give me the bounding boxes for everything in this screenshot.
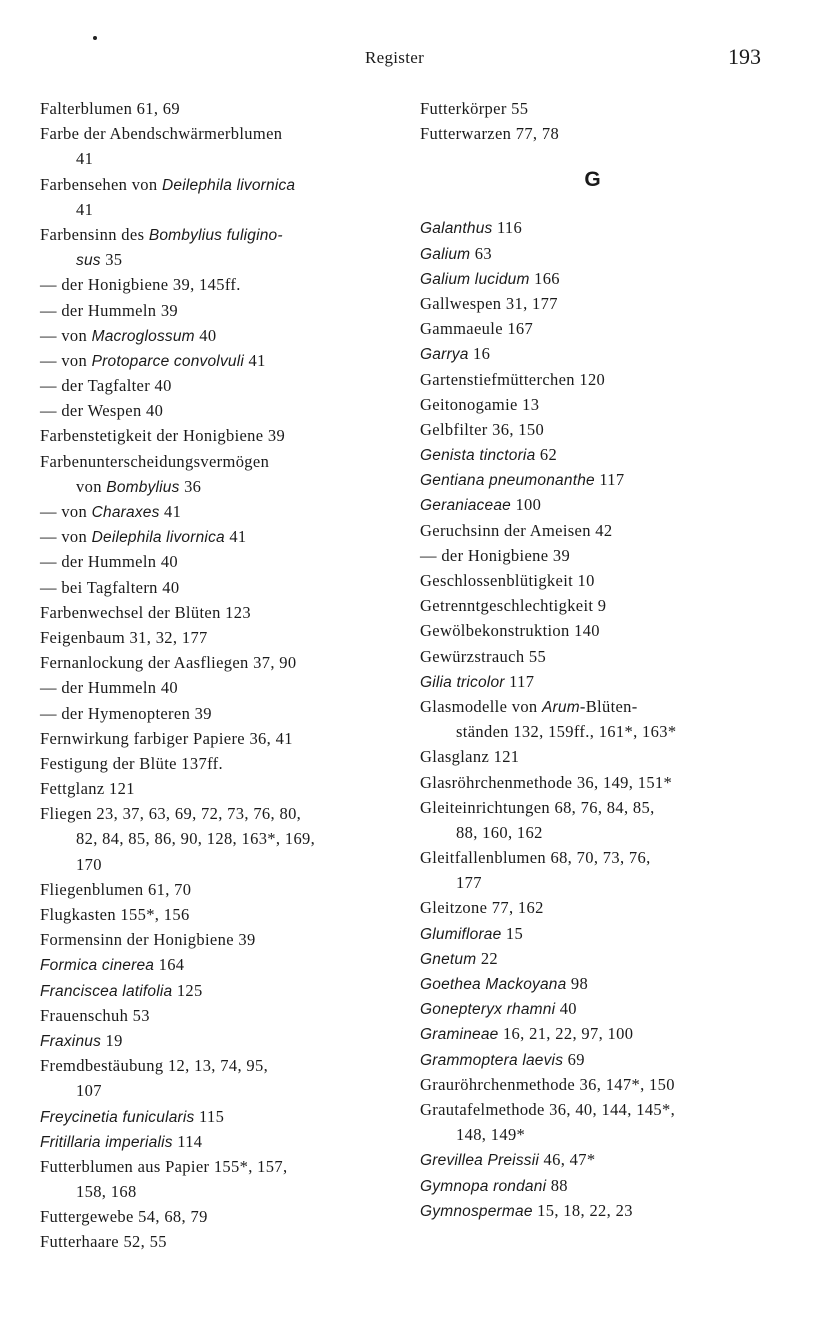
- entry-italic-text: Gnetum: [420, 950, 477, 968]
- index-column-right: [420, 96, 785, 1223]
- entry-text: 164: [154, 955, 185, 975]
- index-entry-line: [40, 172, 395, 197]
- entry-italic-text: Galanthus: [420, 220, 493, 238]
- index-entry-line: [40, 1229, 395, 1254]
- index-entry-line: [420, 1097, 785, 1122]
- entry-italic-text: Genista tinctoria: [420, 447, 536, 465]
- entry-text: — der Hymenopteren 39: [40, 703, 212, 723]
- index-entry-line: [40, 1154, 395, 1179]
- entry-text: 116: [492, 218, 523, 238]
- index-entry-line: [420, 744, 785, 769]
- index-entry-line: [420, 1122, 785, 1147]
- entry-text: Fliegen 23, 37, 63, 69, 72, 73, 76, 80,: [40, 804, 302, 824]
- entry-text: Gewölbekonstruktion 140: [420, 621, 600, 641]
- index-entry-line: [40, 776, 395, 801]
- entry-text: 82, 84, 85, 86, 90, 128, 163*, 169,: [76, 829, 316, 849]
- entry-text: Glasmodelle von: [420, 696, 542, 716]
- entry-text: — von: [40, 502, 92, 521]
- entry-italic-text: Gramineae: [420, 1026, 499, 1044]
- entry-text: Formensinn der Honigbiene 39: [40, 930, 256, 950]
- entry-text: Gleitzone 77, 162: [420, 898, 544, 918]
- entry-text: — von: [40, 350, 92, 370]
- index-entry-line: [40, 1204, 395, 1229]
- entry-text: Fernanlockung der Aasfliegen 37, 90: [40, 653, 297, 673]
- entry-italic-text: Grammoptera laevis: [420, 1051, 564, 1069]
- index-entry-line: [40, 952, 395, 977]
- index-entry-line: [420, 96, 785, 121]
- entry-text: Farbenunterscheidungsvermögen: [40, 451, 270, 471]
- index-entry-line: [40, 222, 395, 247]
- entry-text: Fremdbestäubung 12, 13, 74, 95,: [40, 1056, 269, 1076]
- index-entry-line: [420, 644, 785, 669]
- entry-text: 15, 18, 22, 23: [532, 1200, 633, 1220]
- entry-italic-text: Deilephila livornica: [162, 176, 296, 194]
- entry-text: Gleiteinrichtungen 68, 76, 84, 85,: [420, 797, 655, 817]
- entry-text: Futtergewebe 54, 68, 79: [40, 1207, 208, 1227]
- index-entry-line: [40, 499, 395, 524]
- entry-italic-text: Bombylius fuligino-: [148, 226, 283, 244]
- entry-text: Farbe der Abendschwärmerblumen: [40, 124, 283, 144]
- index-entry-line: [40, 1104, 395, 1129]
- entry-text: Geruchsinn der Ameisen 42: [420, 520, 613, 540]
- entry-italic-text: Arum: [542, 698, 580, 716]
- index-entry-line: [40, 474, 395, 499]
- entry-text: Farbensehen von: [40, 174, 162, 194]
- entry-text: 62: [535, 445, 558, 465]
- stray-mark: [93, 36, 97, 40]
- index-entry-line: [420, 1047, 785, 1072]
- entry-text: Farbenwechsel der Blüten 123: [40, 602, 251, 622]
- entry-text: 36: [179, 476, 202, 496]
- entry-text: 16, 21, 22, 97, 100: [498, 1024, 634, 1044]
- entry-text: — von: [40, 527, 92, 547]
- entry-text: Gewürzstrauch 55: [420, 646, 547, 666]
- index-entry-line: [420, 316, 785, 341]
- index-entry-line: [420, 241, 785, 266]
- index-entry-line: [420, 291, 785, 316]
- index-entry-line: [420, 618, 785, 643]
- entry-text: 19: [101, 1030, 123, 1050]
- page-header: [0, 44, 830, 72]
- entry-text: Getrenntgeschlechtigkeit 9: [420, 596, 607, 616]
- entry-text: Grauröhrchenmethode 36, 147*, 150: [420, 1074, 675, 1094]
- entry-text: 40: [555, 999, 577, 1019]
- index-entry-line: [40, 600, 395, 625]
- entry-text: -Blüten-: [579, 696, 638, 716]
- index-entry-line: [40, 927, 395, 952]
- index-entry-line: [40, 146, 395, 171]
- index-entry-line: [40, 298, 395, 323]
- entry-italic-text: Glumiflorae: [420, 925, 502, 943]
- entry-text: Futterwarzen 77, 78: [420, 124, 560, 144]
- entry-text: Glasglanz 121: [420, 747, 520, 767]
- entry-text: — bei Tagfaltern 40: [40, 577, 180, 597]
- index-entry-line: [420, 669, 785, 694]
- entry-text: Geitonogamie 13: [420, 394, 540, 414]
- entry-text: 100: [510, 495, 542, 515]
- entry-text: — der Honigbiene 39, 145ff.: [40, 275, 241, 295]
- index-entry-line: [40, 726, 395, 751]
- entry-text: 170: [76, 854, 102, 874]
- index-entry-line: [40, 625, 395, 650]
- index-entry-line: [420, 215, 785, 240]
- entry-text: Futterkörper 55: [420, 99, 529, 118]
- index-entry-line: [420, 946, 785, 971]
- index-entry-line: [420, 971, 785, 996]
- index-entry-line: [420, 341, 785, 366]
- entry-text: Festigung der Blüte 137ff.: [40, 753, 223, 773]
- index-entry-line: [40, 751, 395, 776]
- entry-text: 22: [476, 948, 499, 968]
- index-entry-line: [40, 1078, 395, 1103]
- index-entry-line: [420, 795, 785, 820]
- entry-italic-text: Gymnopa rondani: [420, 1177, 547, 1195]
- index-entry-line: [420, 719, 785, 744]
- entry-italic-text: Goethea Mackoyana: [420, 976, 567, 993]
- entry-text: Gartenstiefmütterchen 120: [420, 369, 606, 389]
- index-entries-f-continued: [420, 96, 785, 146]
- index-entry-line: [420, 1198, 785, 1223]
- index-entry-line: [420, 593, 785, 618]
- entry-text: — der Honigbiene 39: [420, 545, 571, 565]
- index-entry-line: [40, 449, 395, 474]
- entry-text: Gallwespen 31, 177: [420, 293, 558, 313]
- index-entry-line: [420, 492, 785, 517]
- index-entries-g: [420, 215, 785, 1223]
- entry-text: 158, 168: [76, 1182, 137, 1202]
- entry-text: Feigenbaum 31, 32, 177: [40, 627, 208, 647]
- entry-text: Fliegenblumen 61, 70: [40, 879, 192, 899]
- entry-text: Fettglanz 121: [40, 779, 135, 799]
- index-entry-line: [40, 1028, 395, 1053]
- index-entry-line: [40, 524, 395, 549]
- entry-text: von: [76, 476, 107, 496]
- entry-italic-text: Geraniaceae: [420, 497, 511, 515]
- index-entry-line: [40, 1129, 395, 1154]
- entry-text: 41: [224, 527, 247, 547]
- index-entry-line: [40, 575, 395, 600]
- index-entry-line: [420, 895, 785, 920]
- index-entry-line: [420, 1147, 785, 1172]
- entry-text: — der Hummeln 40: [40, 678, 179, 698]
- index-entry-line: [40, 877, 395, 902]
- entry-text: Flugkasten 155*, 156: [40, 905, 190, 924]
- entry-italic-text: Charaxes: [91, 504, 160, 521]
- entry-text: Gleitfallenblumen 68, 70, 73, 76,: [420, 848, 651, 868]
- entry-text: Futterhaare 52, 55: [40, 1232, 167, 1252]
- entry-italic-text: Formica cinerea: [40, 957, 155, 975]
- entry-text: 98: [566, 974, 589, 993]
- entry-italic-text: Galium: [420, 245, 471, 263]
- index-entry-line: [420, 845, 785, 870]
- entry-text: 63: [470, 243, 492, 263]
- index-entry-line: [420, 1072, 785, 1097]
- index-entry-line: [40, 197, 395, 222]
- index-entry-line: [40, 272, 395, 297]
- entry-text: Farbensinn des: [40, 224, 149, 244]
- index-entry-line: [420, 921, 785, 946]
- index-entry-line: [40, 978, 395, 1003]
- index-entry-line: [40, 1053, 395, 1078]
- entry-italic-text: Grevillea Preissii: [420, 1152, 540, 1170]
- index-entry-line: [40, 650, 395, 675]
- entry-text: Grautafelmethode 36, 40, 144, 145*,: [420, 1099, 676, 1119]
- entry-text: 177: [456, 873, 482, 893]
- entry-text: — von: [40, 325, 92, 345]
- index-entry-line: [40, 323, 395, 348]
- entry-text: ständen 132, 159ff., 161*, 163*: [456, 722, 677, 742]
- entry-text: 117: [594, 470, 625, 490]
- entry-text: 41: [76, 149, 94, 169]
- entry-italic-text: Galium lucidum: [420, 270, 530, 288]
- entry-text: Gammaeule 167: [420, 319, 534, 339]
- index-entry-line: [40, 348, 395, 373]
- index-entry-line: [420, 467, 785, 492]
- entry-text: Geschlossenblütigkeit 10: [420, 571, 595, 590]
- entry-text: Farbenstetigkeit der Honigbiene 39: [40, 426, 286, 446]
- entry-text: 35: [100, 250, 123, 270]
- entry-italic-text: Garrya: [420, 346, 469, 364]
- index-entry-line: [420, 543, 785, 568]
- index-entry-line: [40, 247, 395, 272]
- index-entry-line: [420, 1173, 785, 1198]
- entry-italic-text: Gymnospermae: [420, 1202, 533, 1220]
- index-entry-line: [420, 392, 785, 417]
- index-entry-line: [420, 518, 785, 543]
- entry-text: Fernwirkung farbiger Papiere 36, 41: [40, 728, 293, 748]
- entry-text: 114: [172, 1131, 203, 1151]
- index-entry-line: [420, 266, 785, 291]
- index-entry-line: [420, 442, 785, 467]
- index-entry-line: [40, 373, 395, 398]
- entry-text: — der Tagfalter 40: [40, 376, 172, 396]
- index-entry-line: [40, 675, 395, 700]
- index-entry-line: [420, 121, 785, 146]
- index-entry-line: [40, 826, 395, 851]
- entry-text: Gelbfilter 36, 150: [420, 419, 545, 439]
- entry-text: 41: [76, 199, 94, 219]
- index-entry-line: [40, 121, 395, 146]
- entry-text: 41: [244, 350, 266, 370]
- entry-text: 107: [76, 1081, 102, 1101]
- index-entry-line: [40, 1003, 395, 1028]
- entry-italic-text: Gonepteryx rhamni: [420, 1001, 556, 1019]
- entry-text: 41: [159, 502, 182, 521]
- page-number: 193: [728, 44, 761, 69]
- index-entry-line: [420, 870, 785, 895]
- index-entry-line: [420, 568, 785, 593]
- entry-italic-text: Bombylius: [106, 478, 180, 496]
- entry-text: 69: [563, 1049, 585, 1069]
- entry-italic-text: Macroglossum: [91, 327, 195, 345]
- entry-text: 40: [194, 325, 217, 345]
- entry-italic-text: Franciscea latifolia: [40, 982, 173, 1000]
- entry-italic-text: Fritillaria imperialis: [40, 1133, 173, 1151]
- entry-text: 88: [546, 1175, 568, 1195]
- entry-italic-text: Deilephila livornica: [91, 529, 225, 547]
- entry-text: 148, 149*: [456, 1125, 526, 1145]
- index-entry-line: [40, 852, 395, 877]
- index-entry-line: [420, 367, 785, 392]
- index-entry-line: [40, 902, 395, 927]
- entry-text: 46, 47*: [539, 1150, 596, 1170]
- section-heading-g: G: [584, 168, 601, 192]
- index-entry-line: [420, 1021, 785, 1046]
- index-entry-line: [40, 801, 395, 826]
- entry-text: 117: [504, 671, 535, 691]
- entry-text: Futterblumen aus Papier 155*, 157,: [40, 1156, 288, 1176]
- entry-italic-text: Freycinetia funicularis: [40, 1108, 195, 1126]
- index-entry-line: [420, 417, 785, 442]
- index-entry-line: [40, 423, 395, 448]
- index-entry-line: [420, 820, 785, 845]
- entry-italic-text: Fraxinus: [40, 1032, 102, 1050]
- entry-text: — der Hummeln 39: [40, 300, 179, 320]
- running-title: Register: [365, 48, 425, 67]
- entry-text: Frauenschuh 53: [40, 1005, 150, 1025]
- entry-text: 115: [194, 1106, 225, 1126]
- entry-text: 15: [501, 923, 524, 943]
- entry-text: 166: [529, 268, 560, 288]
- entry-italic-text: Protoparce convolvuli: [91, 352, 244, 370]
- index-entry-line: [420, 770, 785, 795]
- entry-text: 88, 160, 162: [456, 822, 543, 842]
- entry-italic-text: Gilia tricolor: [420, 673, 505, 691]
- index-entry-line: [420, 996, 785, 1021]
- entry-text: 125: [172, 980, 203, 1000]
- index-entry-line: [40, 398, 395, 423]
- index-entry-line: [40, 549, 395, 574]
- entry-italic-text: sus: [76, 252, 101, 270]
- index-entry-line: [420, 694, 785, 719]
- index-entry-line: [40, 1179, 395, 1204]
- index-column-left: [40, 96, 395, 1255]
- entry-text: — der Hummeln 40: [40, 552, 179, 572]
- entry-italic-text: Gentiana pneumonanthe: [420, 472, 595, 490]
- index-entry-line: [40, 96, 395, 121]
- index-entry-line: [40, 701, 395, 726]
- entry-text: Glasröhrchenmethode 36, 149, 151*: [420, 772, 673, 792]
- entry-text: Falterblumen 61, 69: [40, 99, 181, 118]
- entry-text: 16: [468, 344, 491, 364]
- entry-text: — der Wespen 40: [40, 401, 164, 421]
